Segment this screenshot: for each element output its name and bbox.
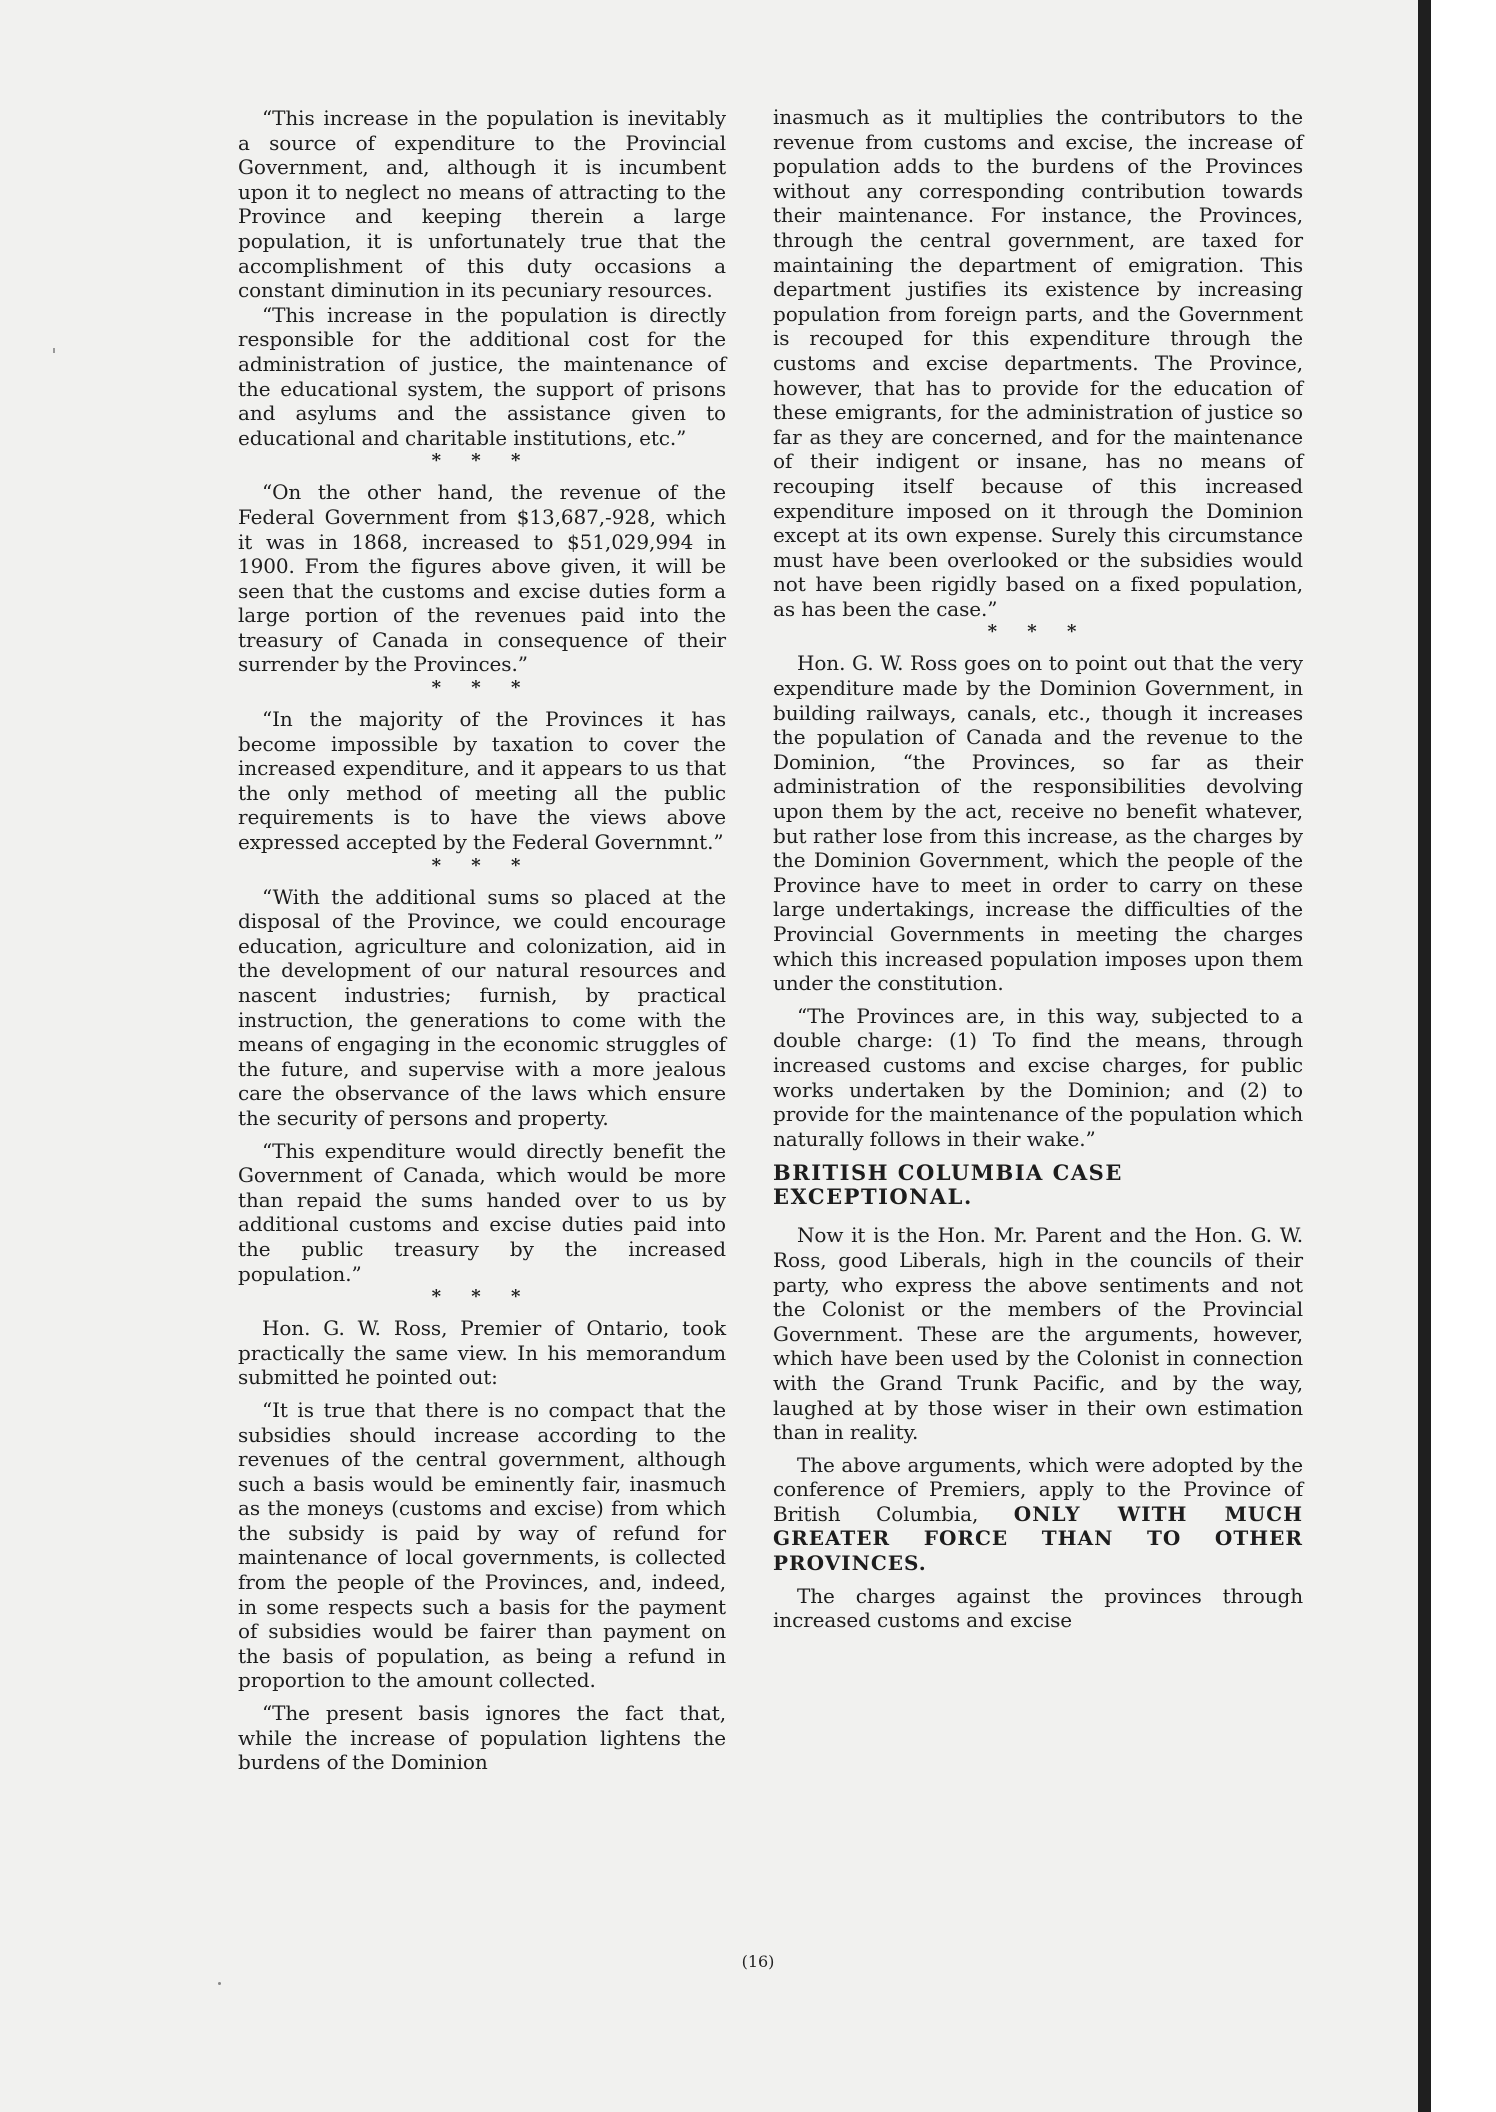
section-separator: * * * bbox=[987, 621, 1089, 643]
book-spine-edge bbox=[1418, 0, 1431, 2112]
right-column bbox=[773, 105, 1303, 1633]
paragraph: “On the other hand, the revenue of the Federal Government from $13,687,-928, which it was in 1868, increased to $51,029,994 in 1900. From the figures above given, it will be seen that the customs and excise duties form a large portion of the revenues paid into the treasury of Canada in consequence of their surrender by the Provinces.” bbox=[238, 480, 726, 677]
paragraph: “It is true that there is no compact that the subsidies should increase according to the revenues of the central government, although such a basis would be eminently fair, inasmuch as the moneys (customs and excise) from which the subsidy is paid by way of refund for maintenance of local governments, is collected from the people of the Provinces, and, indeed, in some respects such a basis for the payment of subsidies would be fairer than payment on the basis of population, as being a refund in proportion to the amount collected. bbox=[238, 1397, 726, 1693]
section-separator: * * * bbox=[431, 854, 533, 876]
paragraph-text: The above arguments, which were adopted by the conference of Premiers, apply to the Province of British Columbia, bbox=[773, 1452, 1303, 1526]
paragraph: “With the additional sums so placed at the disposal of the Province, we could encourage education, agriculture and colonization, aid in the development of our natural resources and nascent industries; furnish, by practical instruction, the generations to come with the means of engaging in the economic struggles of the future, and supervise with a more jealous care the observance of the laws which ensure the security of persons and property. bbox=[238, 884, 726, 1130]
page-number-text: (16) bbox=[741, 1952, 775, 1971]
section-separator: * * * bbox=[431, 1286, 533, 1308]
paragraph: “This expenditure would directly benefit the Government of Canada, which would be more than repaid the sums handed over to us by additional customs and excise duties paid into the public treasury by the increased population.” bbox=[238, 1138, 726, 1286]
paragraph: inasmuch as it multiplies the contributors to the revenue from customs and excise, the increase of population adds to the burdens of the Provinces without any corresponding contribution towards their maintenance. For instance, the Provinces, through the central government, are taxed for maintaining the department of emigration. This department justifies its existence by increasing population from foreign parts, and the Government is recouped for this expenditure through the customs and excise departments. The Province, however, that has to provide for the education of these emigrants, for the administration of justice so far as they are concerned, and for the maintenance of their indigent or insane, has no means of recouping itself because of this increased expenditure imposed on it through the Dominion except at its own expense. Surely this circumstance must have been overlooked or the subsidies would not have been rigidly based on a fixed population, as has been the case.” bbox=[773, 105, 1303, 621]
paragraph: Hon. G. W. Ross goes on to point out that the very expenditure made by the Dominion Government, in building railways, canals, etc., though it increases the population of Canada and the revenue to the Dominion, “the Provinces, so far as their administration of the responsibilities devolving upon them by the act, receive no benefit whatever, but rather lose from this increase, as the charges by the Dominion Government, which the people of the Province have to meet in order to carry on these large undertakings, increase the difficulties of the Provincial Governments in meeting the charges which this increased population imposes upon them under the constitution. bbox=[773, 651, 1303, 996]
paragraph: “This increase in the population is inevitably a source of expenditure to the Provincial Government, and, although it is incumbent upon it to neglect no means of attracting to the Province and keeping therein a large population, it is unfortunately true that the accomplishment of this duty occasions a constant diminution in its pecuniary resources. bbox=[238, 106, 726, 303]
paragraph: “In the majority of the Provinces it has become impossible by taxation to cover the increased expenditure, and it appears to us that the only method of meeting all the public requirements is to have the views above expressed accepted by the Federal Governmnt.” bbox=[238, 707, 726, 855]
paragraph bbox=[773, 1453, 1303, 1576]
paragraph: Hon. G. W. Ross, Premier of Ontario, took practically the same view. In his memorandum submitted he pointed out: bbox=[238, 1316, 726, 1390]
page-number bbox=[0, 1952, 1496, 1971]
paragraph: “The present basis ignores the fact that, while the increase of population lightens the burdens of the Dominion bbox=[238, 1701, 726, 1775]
page-margin-strip bbox=[1424, 0, 1496, 2112]
emphasized-text: ONLY WITH MUCH GREATER FORCE THAN TO OTHER PROVINCES. bbox=[773, 1501, 1303, 1576]
section-separator: * * * bbox=[431, 677, 533, 699]
paragraph: “This increase in the population is directly responsible for the additional cost for the administration of justice, the maintenance of the educational system, the support of prisons and asylums and the assistance given to educational and charitable institutions, etc.” bbox=[238, 302, 726, 450]
print-speck bbox=[53, 348, 55, 353]
print-speck bbox=[218, 1982, 221, 1985]
paragraph: Now it is the Hon. Mr. Parent and the Hon. G. W. Ross, good Liberals, high in the councils of their party, who express the above sentiments and not the Colonist or the members of the Provincial Government. These are the arguments, however, which have been used by the Colonist in connection with the Grand Trunk Pacific, and by the way, laughed at by those wiser in their own estimation than in reality. bbox=[773, 1223, 1303, 1445]
paragraph: The charges against the provinces through increased customs and excise bbox=[773, 1583, 1303, 1633]
paragraph: “The Provinces are, in this way, subjected to a double charge: (1) To find the means, through increased customs and excise charges, for public works undertaken by the Dominion; and (2) to provide for the maintenance of the population which naturally follows in their wake.” bbox=[773, 1003, 1303, 1151]
section-separator: * * * bbox=[431, 450, 533, 472]
section-heading: BRITISH COLUMBIA CASE EXCEPTIONAL. bbox=[773, 1160, 1123, 1210]
left-column bbox=[238, 106, 726, 1775]
